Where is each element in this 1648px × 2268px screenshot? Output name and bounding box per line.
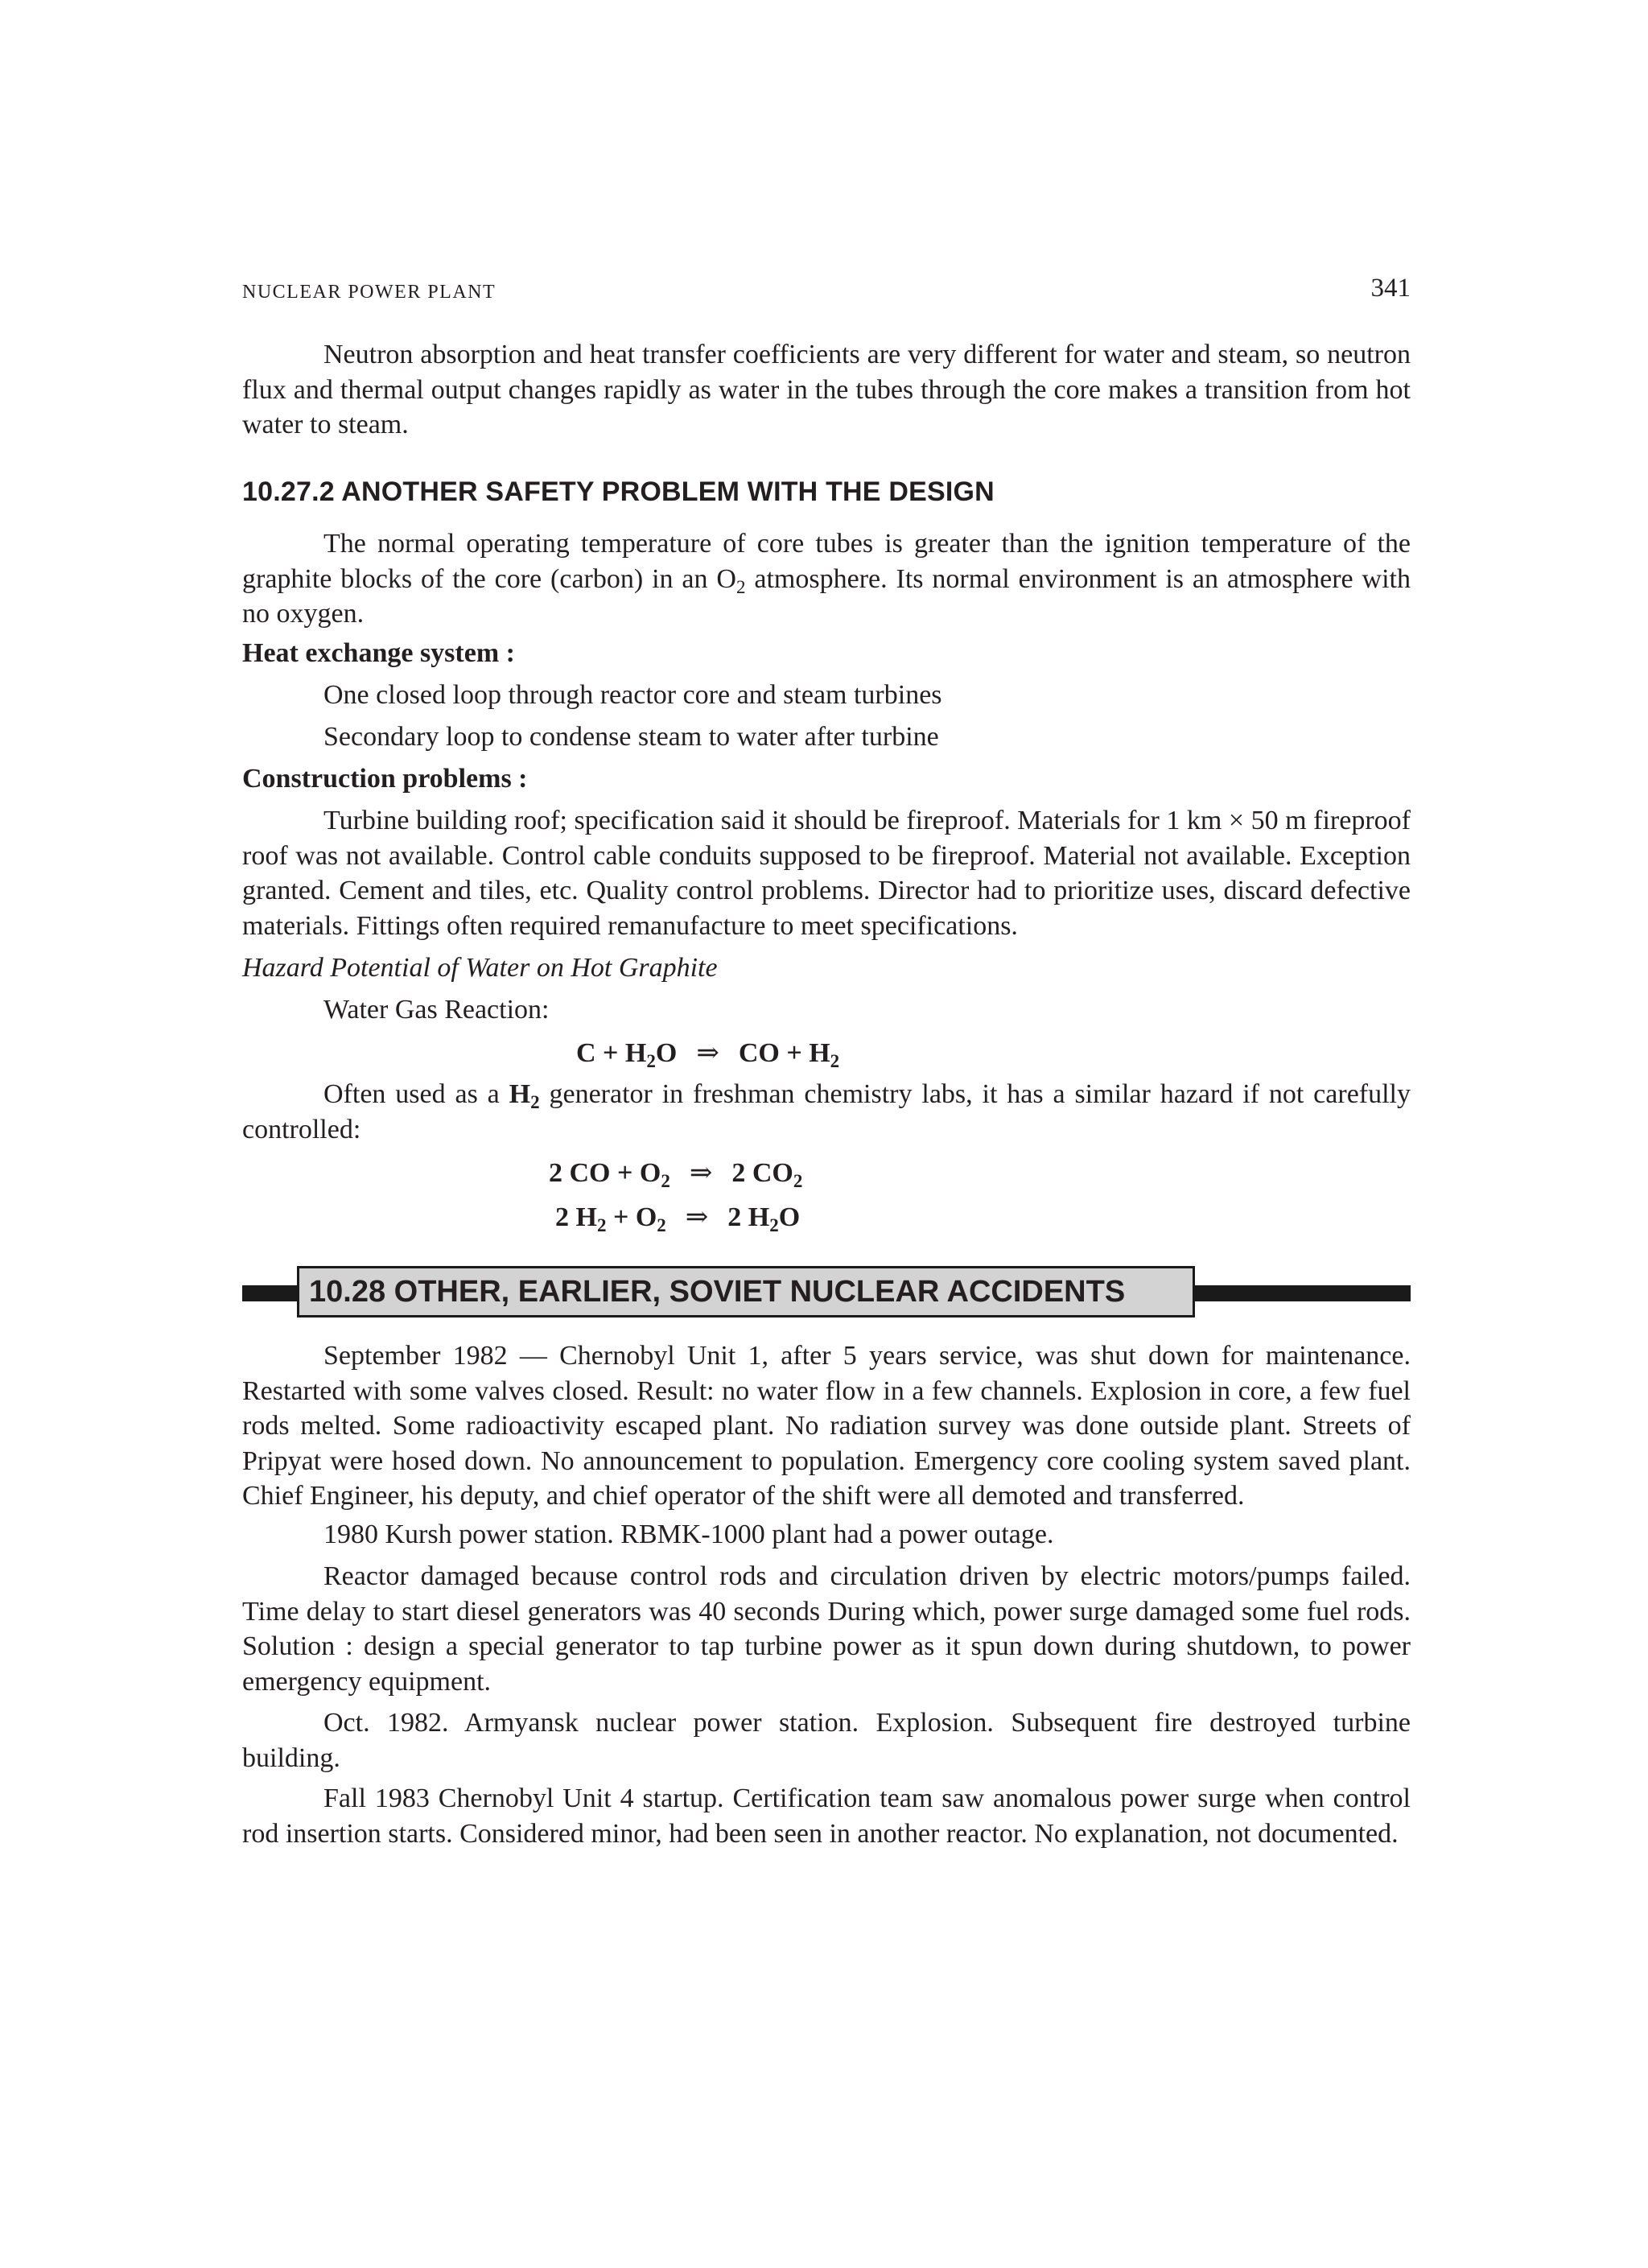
hazard-title-block [242,950,1411,986]
safety-paragraph [242,526,1411,632]
safety-paragraph-part2: atmosphere. Its normal environment is an atmosphere with no oxygen. [242,563,1411,629]
eq1-lhs-end: O [655,1038,678,1068]
accident-paragraph: 1980 Kursh power station. RBMK-1000 plant had a power outage. [323,1520,1054,1549]
accident-paragraph: Oct. 1982. Armyansk nuclear power station. Explosion. Subsequent fire destroyed turbine building. [242,1708,1411,1773]
often-part1: Often used as a [323,1079,509,1109]
often-used-block [242,1077,1411,1147]
page-number: 341 [1370,274,1411,303]
accident-1980-block [242,1517,1411,1553]
equation-co-oxidation [549,1157,802,1189]
safety-problem-block [242,526,1411,632]
often-h2: H [509,1079,531,1109]
chernobyl-unit4-block [242,1781,1411,1851]
safety-paragraph-subscript: 2 [735,576,746,597]
construction-label: Construction problems : [242,764,528,794]
eq1-rhs: CO + H [738,1038,830,1068]
heat-exchange-item: Secondary loop to condense steam to water after turbine [323,722,939,752]
construction-paragraph: Turbine building roof; specification said it should be fireproof. Materials for 1 km × 50 m fireproof roof was not available. Control cable conduits supposed to be fireproof. Material not available. Exception granted. Cement and tiles, etc. Quality control problems. Director had to prioritize uses, discard defective materials. Fittings often required remanufacture to meet specifications. [242,806,1411,941]
water-gas-label: Water Gas Reaction: [323,995,550,1025]
running-header: NUCLEAR POWER PLANT [242,282,496,303]
eq3-rhs-sub: 2 [769,1215,779,1235]
construction-paragraph-block [242,803,1411,943]
reactor-damage-block [242,1559,1411,1699]
often-part2: generator in freshman chemistry labs, it has a similar hazard if not carefully controlled: [242,1079,1411,1144]
heat-exchange-label: Heat exchange system : [242,638,515,668]
eq3-rhs-end: O [778,1202,801,1232]
intro-paragraph: Neutron absorption and heat transfer coefficients are very different for water and steam, so neutron flux and thermal output changes rapidly as water in the tubes through the core makes a transition from hot water to steam. [242,340,1411,439]
implies-arrow: ⇒ [696,1038,719,1068]
heat-exchange-block [242,636,1411,671]
eq2-rhs: 2 CO [731,1158,793,1188]
heat-exchange-item-1-block [242,678,1411,713]
accident-paragraph: Fall 1983 Chernobyl Unit 4 startup. Certification team saw anomalous power surge when control rod insertion starts. Considered minor, had been seen in another reactor. No explanation, not documented. [242,1783,1411,1849]
eq3-lhs-sub2: 2 [657,1215,666,1235]
water-gas-label-block [242,992,1411,1028]
implies-arrow: ⇒ [689,1158,713,1188]
eq3-lhs: 2 H [555,1202,597,1232]
implies-arrow: ⇒ [685,1202,709,1232]
eq2-lhs-sub: 2 [661,1171,670,1191]
equation-water-gas [576,1037,839,1069]
eq3-rhs: 2 H [727,1202,770,1232]
construction-label-block [242,761,1411,797]
often-used-paragraph [242,1077,1411,1147]
often-h2-sub: 2 [530,1092,540,1112]
eq1-rhs-sub: 2 [830,1051,840,1071]
safety-paragraph-part1: The normal operating temperature of core tubes is greater than the ignition temperature of the graphite blocks of the core (carbon) in an O [242,529,1411,594]
accident-paragraph: September 1982 — Chernobyl Unit 1, after 5 years service, was shut down for maintenance. Restarted with some valves closed. Result: no water flow in a few channels. Explosion in core, a few fuel rods melted. Some radioactivity escaped plant. No radiation survey was done outside plant. Streets of Pripyat were hosed down. No announcement to population. Emergency core cooling system saved plant. Chief Engineer, his deputy, and chief operator of the shift were all demoted and transferred. [242,1341,1411,1511]
eq3-lhs-sub1: 2 [596,1215,607,1235]
accident-1982-block [242,1338,1411,1514]
eq1-lhs: C + H [576,1038,647,1068]
equation-h2-oxidation [555,1201,800,1233]
eq2-rhs-sub: 2 [793,1171,803,1191]
section-heading-10-28: 10.28 OTHER, EARLIER, SOVIET NUCLEAR ACCIDENTS [297,1266,1195,1318]
intro-paragraph-block [242,337,1411,443]
accident-paragraph: Reactor damaged because control rods and circulation driven by electric motors/pumps failed. Time delay to start diesel generators was 40 seconds During which, power surge damaged some fuel rods. Solution : design a special generator to tap turbine power as it spun down during shutdown, to power emergency equipment. [242,1561,1411,1697]
eq1-lhs-sub: 2 [646,1051,656,1071]
eq2-lhs: 2 CO + O [549,1158,661,1188]
heat-exchange-item: One closed loop through reactor core and steam turbines [323,680,942,710]
section-heading-10-27-2: 10.27.2 ANOTHER SAFETY PROBLEM WITH THE DESIGN [242,476,995,507]
hazard-title: Hazard Potential of Water on Hot Graphite [242,953,718,983]
armyansk-block [242,1705,1411,1775]
eq3-lhs-mid: + O [606,1202,657,1232]
heat-exchange-item-2-block [242,720,1411,755]
